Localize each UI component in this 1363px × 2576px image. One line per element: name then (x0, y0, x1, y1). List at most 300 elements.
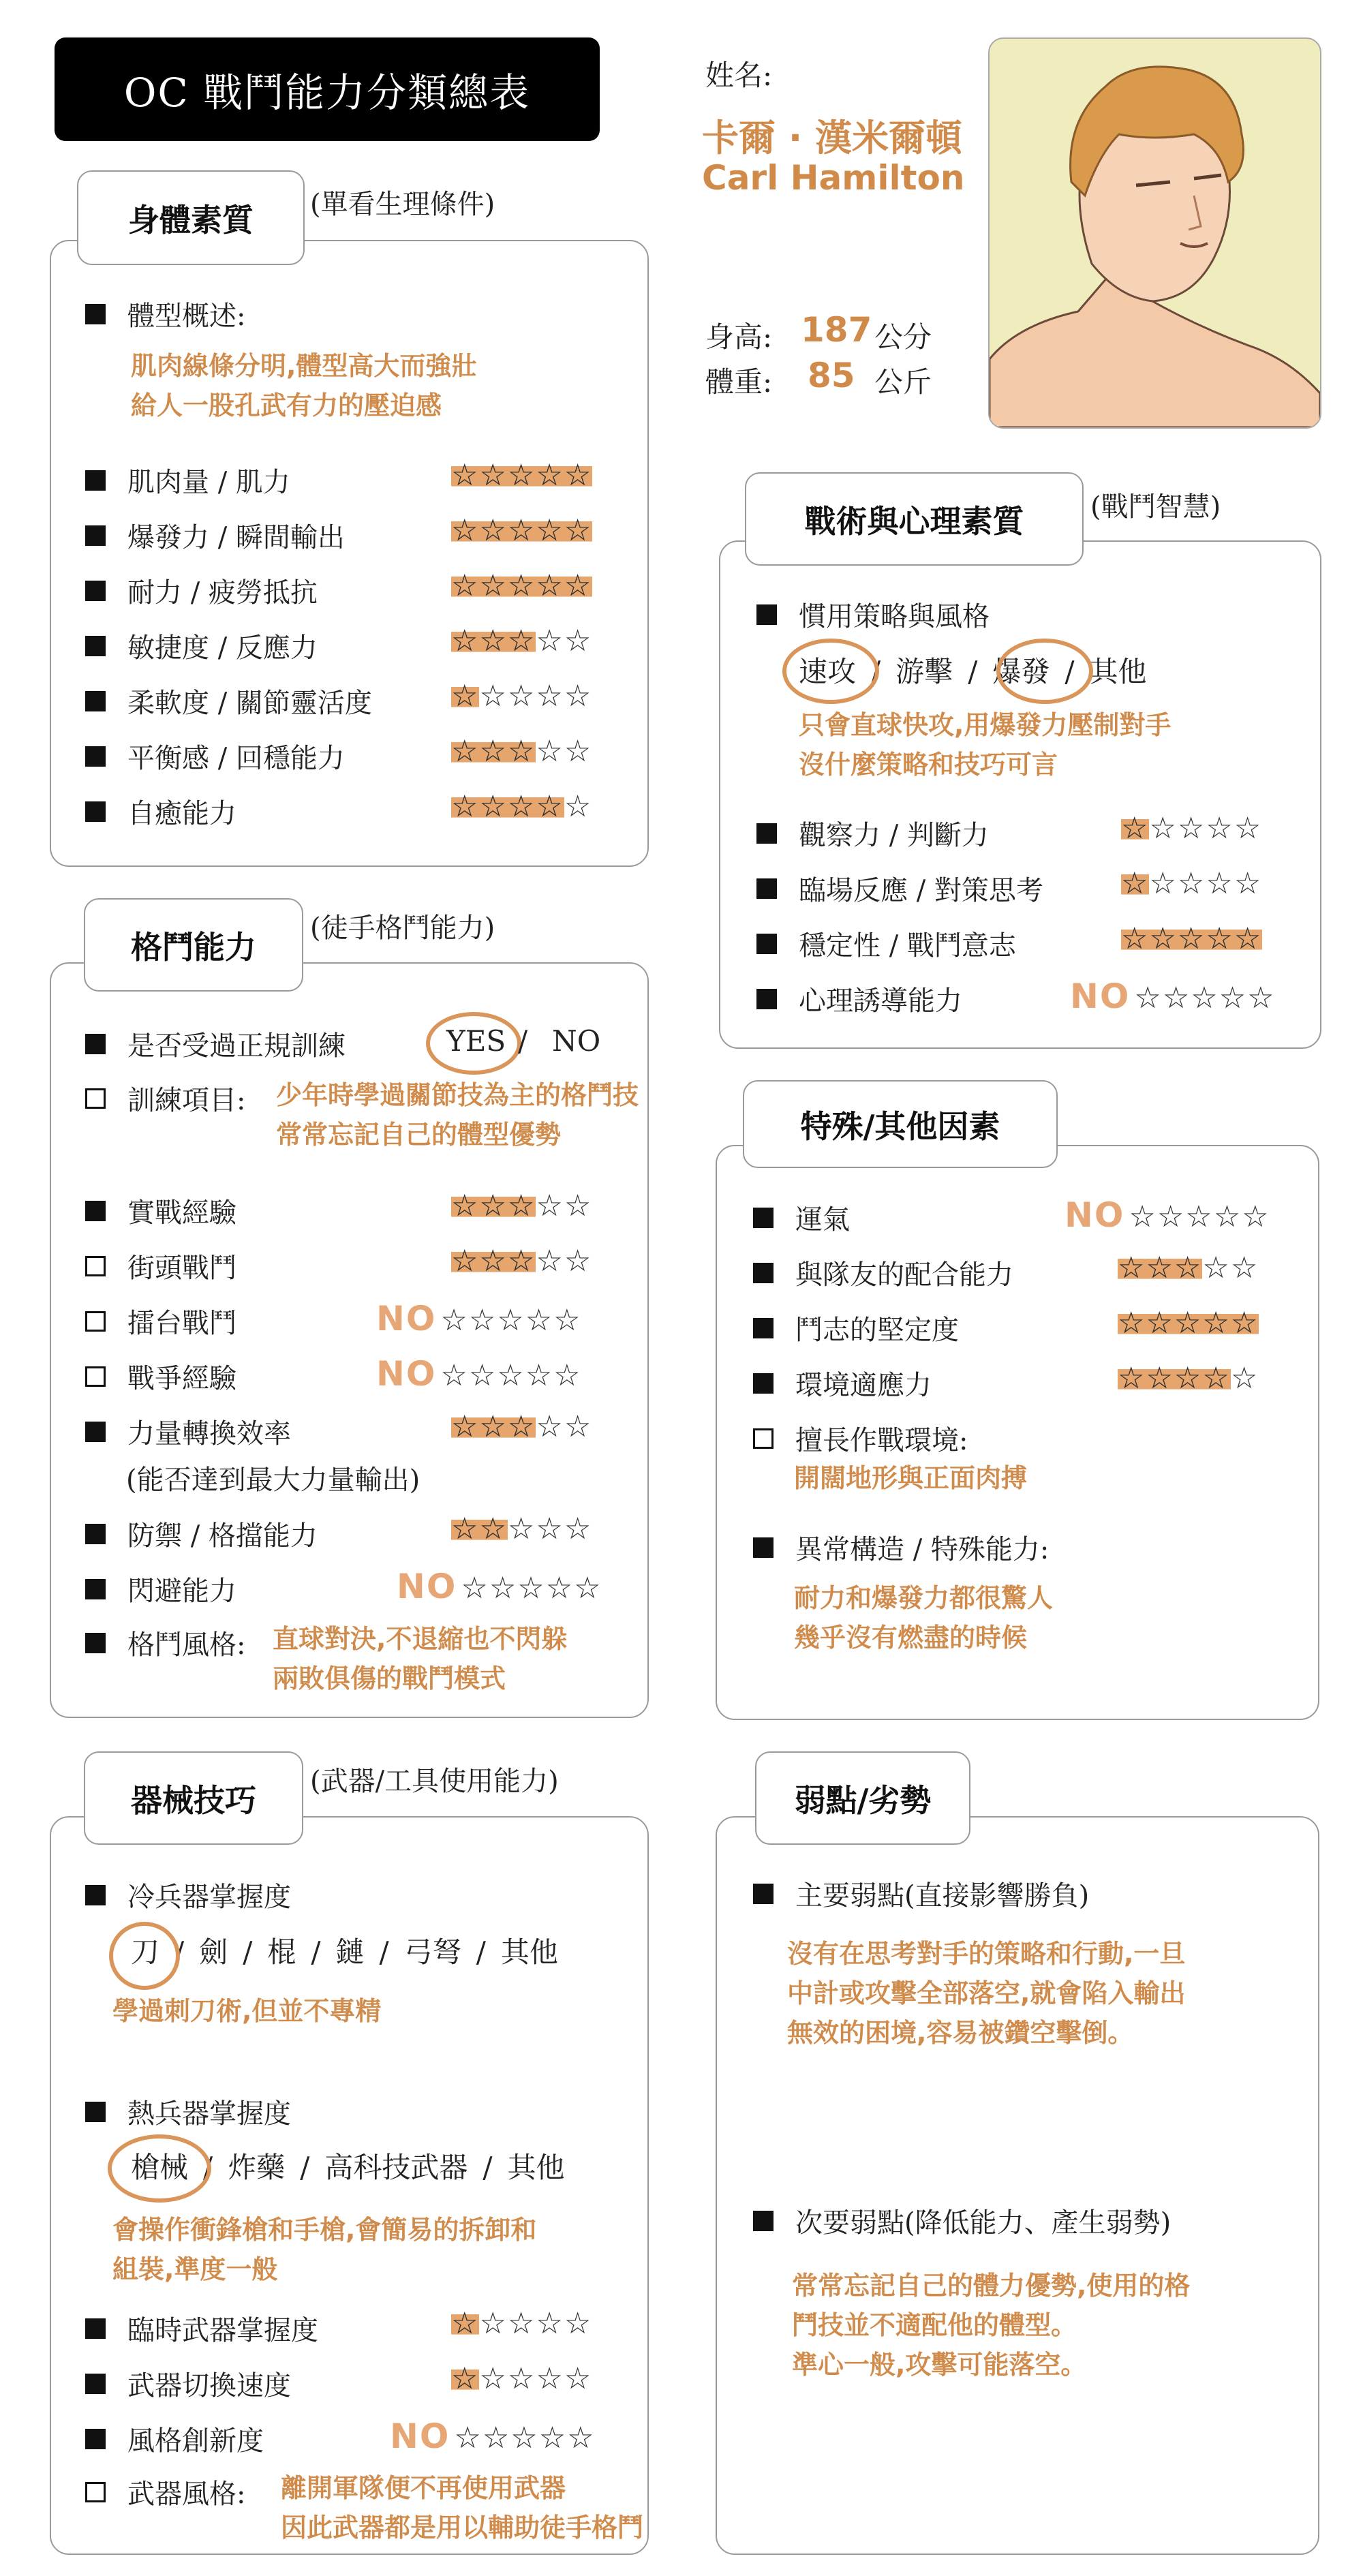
star-empty-icon: ☆ (489, 1571, 518, 1606)
star-filled-icon: ☆ (564, 458, 593, 493)
bullet-icon (85, 801, 106, 822)
star-empty-icon: ☆ (1206, 811, 1234, 846)
star-empty-icon: ☆ (567, 2421, 596, 2455)
star-empty-icon: ☆ (468, 1358, 497, 1393)
star-filled-icon: ☆ (1177, 921, 1206, 956)
star-empty-icon: ☆ (1219, 981, 1248, 1015)
hot-option-other[interactable]: 其他 (507, 2151, 565, 2184)
combat-style-label: 格鬥風格: (127, 1629, 246, 1661)
abnormal-text-1: 耐力和爆發力都很驚人 (794, 1583, 1054, 1613)
hot-option-firearm[interactable]: 槍械 (131, 2151, 189, 2184)
rating-row (85, 626, 318, 665)
trained-no[interactable]: NO (552, 1024, 601, 1058)
physical-tab: 身體素質 (77, 170, 305, 265)
star-filled-icon: ☆ (1121, 921, 1150, 956)
star-filled-icon: ☆ (1121, 866, 1150, 901)
star-filled-icon: ☆ (1121, 811, 1150, 846)
bullet-icon (85, 2318, 106, 2339)
star-filled-icon: ☆ (1206, 921, 1234, 956)
rating-row (85, 1302, 236, 1340)
rating-row (756, 814, 989, 853)
rating-label: 耐力 / 疲勞抵抗 (127, 577, 318, 609)
star-rating (451, 1244, 592, 1278)
weapons-note: (武器/工具使用能力) (310, 1766, 559, 1797)
star-empty-icon: ☆ (536, 1409, 564, 1444)
bullet-icon (85, 304, 106, 324)
strategy-option-guerrilla[interactable]: 游擊 (895, 655, 953, 688)
star-filled-icon: ☆ (451, 568, 480, 603)
star-filled-icon: ☆ (507, 1244, 536, 1278)
rating-row (85, 2419, 264, 2458)
page-title: OC 戰鬥能力分類總表 (55, 37, 600, 141)
bullet-icon (85, 2102, 106, 2122)
star-rating (451, 1512, 592, 1546)
star-filled-icon: ☆ (507, 568, 536, 603)
rating-label: 閃避能力 (127, 1576, 236, 1607)
star-empty-icon: ☆ (564, 2361, 593, 2396)
rating-row (756, 924, 1016, 963)
cold-text: 學過刺刀術,但並不專精 (112, 1996, 382, 2026)
star-rating (451, 568, 592, 603)
star-filled-icon: ☆ (536, 513, 564, 548)
strategy-option-rush[interactable]: 速攻 (799, 655, 857, 688)
bullet-icon (85, 1885, 106, 1905)
star-filled-icon: ☆ (1174, 1306, 1203, 1340)
rating-label: 戰爭經驗 (127, 1363, 236, 1394)
trained-slash: / (518, 1024, 528, 1058)
star-rating (376, 1354, 582, 1394)
special-tab: 特殊/其他因素 (743, 1080, 1058, 1168)
star-empty-icon: ☆ (553, 1303, 582, 1338)
name-cn: 卡爾 · 漢米爾頓 (702, 117, 963, 159)
star-rating (1121, 811, 1262, 846)
star-filled-icon: ☆ (1149, 921, 1178, 956)
star-empty-icon: ☆ (479, 679, 508, 714)
star-empty-icon: ☆ (574, 1571, 602, 1606)
rating-label: 自癒能力 (127, 798, 236, 829)
main-weakness-label: 主要弱點(直接影響勝負) (795, 1880, 1090, 1912)
rating-row (85, 1412, 291, 1451)
star-empty-icon: ☆ (1206, 866, 1234, 901)
star-empty-icon: ☆ (1177, 866, 1206, 901)
rating-row (85, 1569, 236, 1608)
main-weakness-text-2: 中計或攻擊全部落空,就會陷入輸出 (787, 1978, 1186, 2008)
strategy-option-other[interactable]: 其他 (1089, 655, 1147, 688)
bullet-open-icon (85, 1366, 106, 1387)
star-filled-icon: ☆ (507, 513, 536, 548)
height-label: 身高: (705, 320, 773, 354)
rating-label: 與隊友的配合能力 (795, 1259, 1013, 1291)
star-empty-icon: ☆ (1213, 1199, 1242, 1234)
star-empty-icon: ☆ (479, 2361, 508, 2396)
abnormal-label: 異常構造 / 特殊能力: (795, 1534, 1050, 1565)
train-label: 訓練項目: (127, 1085, 246, 1116)
star-rating (376, 1299, 582, 1338)
star-empty-icon: ☆ (1134, 981, 1163, 1015)
star-rating (451, 1189, 592, 1223)
trained-row (85, 1024, 346, 1063)
rating-label: 力量轉換效率 (127, 1418, 291, 1450)
star-empty-icon: ☆ (564, 1244, 593, 1278)
star-rating (1118, 1361, 1259, 1396)
star-empty-icon: ☆ (1177, 811, 1206, 846)
weight-value: 85 (808, 356, 855, 395)
hot-options[interactable]: 槍械 / 炸藥 / 高科技武器 / 其他 (131, 2151, 565, 2184)
bullet-icon (85, 1201, 106, 1221)
star-empty-icon: ☆ (536, 1512, 564, 1546)
cold-option-knife[interactable]: 刀 (131, 1935, 160, 1969)
star-filled-icon: ☆ (1118, 1306, 1146, 1340)
bullet-icon (85, 470, 106, 491)
star-filled-icon: ☆ (507, 1189, 536, 1223)
star-empty-icon: ☆ (440, 1358, 469, 1393)
star-empty-icon: ☆ (1247, 981, 1276, 1015)
rating-label: 爆發力 / 瞬間輸出 (127, 522, 345, 553)
abnormal-label-row (753, 1528, 1049, 1567)
env-label-row (753, 1419, 968, 1458)
bullet-icon (85, 525, 106, 546)
strategy-label-row (756, 595, 990, 634)
star-rating (451, 2361, 592, 2396)
power-note: (能否達到最大力量輸出) (126, 1465, 420, 1496)
star-filled-icon: ☆ (1202, 1361, 1231, 1396)
bullet-open-icon (85, 2482, 106, 2502)
star-filled-icon: ☆ (1118, 1251, 1146, 1285)
main-weakness-text-3: 無效的困境,容易被鑽空擊倒。 (787, 2018, 1134, 2048)
strategy-option-burst[interactable]: 爆發 (992, 655, 1050, 688)
bullet-icon (85, 1524, 106, 1544)
bullet-icon (85, 1633, 106, 1653)
star-filled-icon: ☆ (507, 734, 536, 769)
star-empty-icon: ☆ (507, 1512, 536, 1546)
star-empty-icon: ☆ (497, 1303, 525, 1338)
body-label: 體型概述: (127, 301, 246, 332)
star-empty-icon: ☆ (517, 1571, 546, 1606)
bullet-icon (85, 1034, 106, 1054)
star-filled-icon: ☆ (479, 513, 508, 548)
no-mark: NO (397, 1567, 457, 1606)
character-portrait (988, 37, 1321, 429)
rating-label: 鬥志的堅定度 (795, 1315, 959, 1346)
star-empty-icon: ☆ (1230, 1251, 1259, 1285)
env-text: 開闊地形與正面肉搏 (794, 1463, 1028, 1493)
star-filled-icon: ☆ (451, 624, 480, 658)
star-empty-icon: ☆ (564, 1189, 593, 1223)
star-empty-icon: ☆ (510, 2421, 539, 2455)
star-filled-icon: ☆ (1174, 1361, 1203, 1396)
bullet-icon (85, 1422, 106, 1442)
rating-row (753, 1253, 1013, 1292)
star-empty-icon: ☆ (497, 1358, 525, 1393)
rating-label: 心理誘導能力 (799, 985, 962, 1017)
bullet-open-icon (85, 1088, 106, 1109)
star-empty-icon: ☆ (1149, 811, 1178, 846)
bullet-icon (753, 1263, 774, 1283)
bullet-icon (753, 1318, 774, 1338)
burst-circle (996, 639, 1093, 704)
minor-weakness-text-1: 常常忘記自己的體力優勢,使用的格 (792, 2271, 1191, 2301)
star-filled-icon: ☆ (451, 2361, 480, 2396)
star-empty-icon: ☆ (1191, 981, 1219, 1015)
knife-circle (109, 1922, 180, 1990)
strategy-text-2: 沒什麼策略和技巧可言 (799, 750, 1058, 780)
no-mark: NO (376, 1299, 437, 1338)
cold-option-chain[interactable]: 鏈 (335, 1935, 365, 1969)
bullet-open-icon (85, 1256, 106, 1276)
star-filled-icon: ☆ (564, 568, 593, 603)
star-empty-icon: ☆ (564, 1512, 593, 1546)
star-empty-icon: ☆ (538, 2421, 568, 2455)
minor-weakness-label: 次要弱點(降低能力、產生弱勢) (795, 2207, 1171, 2239)
star-rating (390, 2417, 596, 2456)
rating-label: 風格創新度 (127, 2425, 264, 2457)
cold-option-sword[interactable]: 劍 (199, 1935, 228, 1969)
star-rating (1121, 921, 1262, 956)
rating-label: 臨場反應 / 對策思考 (799, 875, 1043, 906)
star-filled-icon: ☆ (479, 789, 508, 824)
star-empty-icon: ☆ (1234, 811, 1263, 846)
main-weakness-row (753, 1874, 1089, 1913)
star-filled-icon: ☆ (1174, 1251, 1203, 1285)
combat-tab: 格鬥能力 (84, 898, 303, 992)
tactics-tab: 戰術與心理素質 (745, 472, 1084, 566)
bullet-open-icon (85, 1311, 106, 1332)
star-empty-icon: ☆ (461, 1571, 489, 1606)
hot-text-1: 會操作衝鋒槍和手槍,會簡易的拆卸和 (112, 2215, 537, 2245)
bullet-icon (85, 691, 106, 711)
body-text-1: 肌肉線條分明,體型高大而強壯 (131, 351, 478, 381)
yes-circle (426, 1012, 521, 1075)
star-empty-icon: ☆ (479, 2306, 508, 2341)
star-empty-icon: ☆ (525, 1303, 554, 1338)
star-filled-icon: ☆ (451, 1189, 480, 1223)
star-filled-icon: ☆ (479, 734, 508, 769)
rating-label: 觀察力 / 判斷力 (799, 820, 989, 851)
star-empty-icon: ☆ (564, 789, 593, 824)
rating-row (85, 737, 345, 776)
star-filled-icon: ☆ (451, 513, 480, 548)
rating-label: 武器切換速度 (127, 2370, 291, 2402)
rating-row (756, 979, 962, 1018)
star-empty-icon: ☆ (1242, 1199, 1270, 1234)
hot-option-hightech[interactable]: 高科技武器 (324, 2151, 468, 2184)
bullet-icon (756, 823, 777, 844)
name-en: Carl Hamilton (702, 158, 965, 198)
rating-row (85, 571, 318, 610)
bullet-icon (85, 2374, 106, 2394)
star-rating (451, 458, 592, 493)
star-filled-icon: ☆ (564, 513, 593, 548)
star-empty-icon: ☆ (1157, 1199, 1186, 1234)
star-filled-icon: ☆ (451, 734, 480, 769)
rating-row (85, 1191, 236, 1230)
cold-label: 冷兵器掌握度 (127, 1882, 291, 1913)
star-rating (1118, 1306, 1259, 1340)
star-empty-icon: ☆ (536, 679, 564, 714)
star-filled-icon: ☆ (479, 458, 508, 493)
bullet-icon (85, 636, 106, 656)
rating-label: 環境適應力 (795, 1370, 932, 1401)
weight-label: 體重: (705, 365, 773, 399)
bullet-icon (756, 934, 777, 954)
star-rating (451, 2306, 592, 2341)
tactics-note: (戰鬥智慧) (1090, 491, 1221, 523)
weakness-panel (716, 1816, 1319, 2555)
no-mark: NO (376, 1354, 437, 1394)
star-rating (451, 734, 592, 769)
hot-label: 熱兵器掌握度 (127, 2098, 291, 2130)
star-empty-icon: ☆ (1185, 1199, 1214, 1234)
star-rating (1121, 866, 1262, 901)
weapon-style-row (85, 2472, 245, 2511)
star-filled-icon: ☆ (1118, 1361, 1146, 1396)
star-filled-icon: ☆ (451, 2306, 480, 2341)
bullet-icon (753, 1208, 774, 1228)
weapon-style-text-1: 離開軍隊便不再使用武器 (281, 2473, 566, 2503)
rating-row (85, 516, 345, 555)
cold-option-bow[interactable]: 弓弩 (403, 1935, 461, 1969)
star-empty-icon: ☆ (536, 2361, 564, 2396)
star-filled-icon: ☆ (536, 458, 564, 493)
train-label-row (85, 1079, 245, 1118)
rating-row (85, 2309, 318, 2348)
weakness-tab: 弱點/劣勢 (755, 1751, 970, 1845)
bullet-icon (753, 1537, 774, 1558)
star-filled-icon: ☆ (507, 789, 536, 824)
height-unit: 公分 (874, 320, 932, 354)
rating-label: 臨時武器掌握度 (127, 2315, 318, 2346)
star-filled-icon: ☆ (1234, 921, 1263, 956)
rush-circle (782, 639, 879, 704)
star-empty-icon: ☆ (468, 1303, 497, 1338)
rating-label: 敏捷度 / 反應力 (127, 632, 318, 664)
bullet-icon (756, 878, 777, 899)
bullet-icon (85, 746, 106, 767)
star-empty-icon: ☆ (525, 1358, 554, 1393)
bullet-icon (85, 581, 106, 601)
main-weakness-text-1: 沒有在思考對手的策略和行動,一旦 (787, 1939, 1186, 1969)
star-empty-icon: ☆ (1162, 981, 1191, 1015)
rating-label: 實戰經驗 (127, 1197, 236, 1229)
rating-label: 平衡感 / 回穩能力 (127, 743, 345, 774)
minor-weakness-row (753, 2201, 1171, 2240)
trained-yes[interactable]: YES (446, 1024, 506, 1058)
train-text-2: 常常忘記自己的體型優勢 (276, 1120, 562, 1150)
star-rating (451, 789, 592, 824)
star-filled-icon: ☆ (1146, 1306, 1174, 1340)
star-filled-icon: ☆ (536, 789, 564, 824)
star-empty-icon: ☆ (507, 679, 536, 714)
rating-label: 穩定性 / 戰鬥意志 (799, 930, 1016, 962)
hot-option-explosive[interactable]: 炸藥 (228, 2151, 286, 2184)
combat-style-text-2: 兩敗俱傷的戰鬥模式 (273, 1663, 506, 1693)
rating-row (85, 681, 372, 720)
rating-row (753, 1308, 959, 1347)
body-text-2: 給人一股孔武有力的壓迫感 (131, 390, 442, 420)
cold-option-staff[interactable]: 棍 (267, 1935, 296, 1969)
firearm-circle (108, 2134, 211, 2203)
rating-row (756, 869, 1043, 908)
star-filled-icon: ☆ (479, 1244, 508, 1278)
star-empty-icon: ☆ (536, 1244, 564, 1278)
star-empty-icon: ☆ (1230, 1361, 1259, 1396)
star-rating (397, 1567, 602, 1606)
star-empty-icon: ☆ (564, 2306, 593, 2341)
physical-note: (單看生理條件) (310, 189, 495, 220)
hot-label-row (85, 2092, 291, 2131)
minor-weakness-text-3: 準心一般,攻擊可能落空。 (792, 2350, 1087, 2380)
rating-row (85, 792, 236, 831)
weapons-tab: 器械技巧 (84, 1751, 303, 1845)
star-filled-icon: ☆ (479, 1409, 508, 1444)
combat-style-row (85, 1623, 245, 1662)
star-filled-icon: ☆ (507, 624, 536, 658)
star-filled-icon: ☆ (479, 568, 508, 603)
star-empty-icon: ☆ (536, 2306, 564, 2341)
star-empty-icon: ☆ (507, 2306, 536, 2341)
no-mark: NO (1065, 1195, 1125, 1235)
star-filled-icon: ☆ (451, 458, 480, 493)
rating-row (85, 2364, 291, 2403)
hot-text-2: 組裝,準度一般 (112, 2254, 278, 2284)
star-empty-icon: ☆ (1129, 1199, 1157, 1234)
name-label: 姓名: (705, 59, 773, 92)
star-filled-icon: ☆ (451, 679, 480, 714)
combat-style-text-1: 直球對決,不退縮也不閃躲 (273, 1624, 568, 1654)
rating-label: 防禦 / 格擋能力 (127, 1520, 318, 1552)
star-filled-icon: ☆ (479, 624, 508, 658)
rating-row (85, 1514, 318, 1553)
star-empty-icon: ☆ (553, 1358, 582, 1393)
rating-label: 擂台戰鬥 (127, 1308, 236, 1339)
strategy-options[interactable]: 速攻 / 游擊 / 爆發 / 其他 (799, 655, 1147, 688)
cold-label-row (85, 1875, 291, 1914)
cold-option-other[interactable]: 其他 (500, 1935, 558, 1969)
star-filled-icon: ☆ (479, 1189, 508, 1223)
star-empty-icon: ☆ (564, 679, 593, 714)
rating-label: 柔軟度 / 關節靈活度 (127, 688, 372, 719)
body-label-row (85, 294, 245, 333)
bullet-open-icon (753, 1428, 774, 1449)
star-rating (1118, 1251, 1259, 1285)
star-empty-icon: ☆ (564, 734, 593, 769)
no-mark: NO (1070, 977, 1131, 1016)
star-filled-icon: ☆ (451, 1244, 480, 1278)
star-filled-icon: ☆ (479, 1512, 508, 1546)
rating-row (753, 1364, 932, 1402)
bullet-icon (753, 2211, 774, 2231)
star-empty-icon: ☆ (545, 1571, 575, 1606)
bullet-icon (85, 1579, 106, 1599)
star-empty-icon: ☆ (440, 1303, 469, 1338)
rating-label: 街頭戰鬥 (127, 1253, 236, 1284)
star-empty-icon: ☆ (1149, 866, 1178, 901)
star-rating (1065, 1195, 1270, 1235)
star-empty-icon: ☆ (536, 1189, 564, 1223)
star-filled-icon: ☆ (1146, 1361, 1174, 1396)
abnormal-text-2: 幾乎沒有燃盡的時候 (794, 1623, 1028, 1653)
cold-options[interactable]: 刀 / 劍 / 棍 / 鏈 / 弓弩 / 其他 (131, 1935, 558, 1969)
rating-label: 運氣 (795, 1204, 850, 1236)
star-rating (1070, 977, 1276, 1016)
rating-row (753, 1198, 850, 1237)
height-value: 187 (801, 310, 872, 350)
bullet-icon (85, 2429, 106, 2449)
rating-label: 肌肉量 / 肌力 (127, 467, 290, 498)
bullet-icon (753, 1373, 774, 1394)
star-empty-icon: ☆ (564, 624, 593, 658)
bullet-icon (756, 989, 777, 1009)
